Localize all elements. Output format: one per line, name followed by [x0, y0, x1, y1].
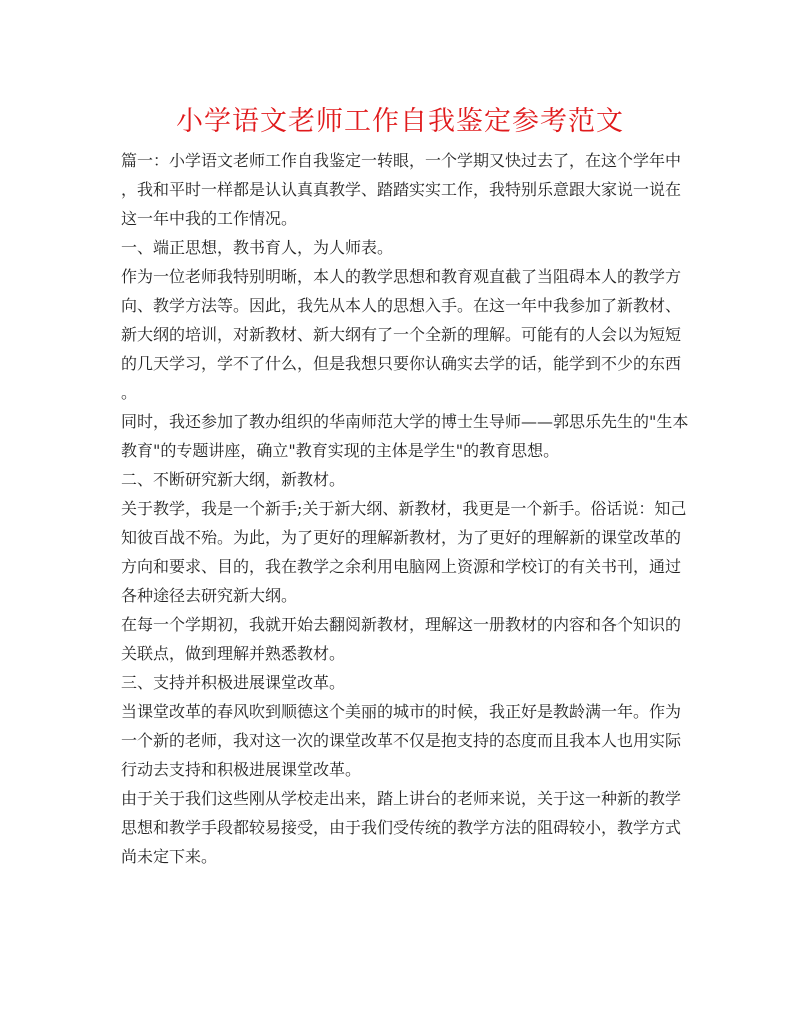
text-line: 行动去支持和积极进展课堂改革。	[121, 760, 362, 779]
text-line: 由于关于我们这些刚从学校走出来，踏上讲台的老师来说，关于这一种新的教学	[121, 789, 682, 808]
document-body	[121, 146, 689, 871]
text-line: 方向和要求、目的，我在教学之余利用电脑网上资源和学校订的有关书刊，通过	[121, 557, 682, 576]
text-line: 知彼百战不殆。为此，为了更好的理解新教材，为了更好的理解新的课堂改革的	[121, 528, 682, 547]
text-line: ，我和平时一样都是认认真真教学、踏踏实实工作，我特别乐意跟大家说一说在	[121, 180, 682, 199]
text-line: 关联点，做到理解并熟悉教材。	[121, 644, 346, 663]
text-line: 关于教学，我是一个新手;关于新大纲、新教材，我更是一个新手。俗话说：知己	[121, 499, 687, 518]
text-line: 当课堂改革的春风吹到顺德这个美丽的城市的时候，我正好是教龄满一年。作为	[121, 702, 682, 721]
text-line: 同时，我还参加了教办组织的华南师范大学的博士生导师——郭思乐先生的"生本	[121, 412, 689, 431]
section-heading: 一、端正思想，教书育人，为人师表。	[121, 238, 394, 257]
text-line: 教育"的专题讲座，确立"教育实现的主体是学生"的教育思想。	[121, 441, 560, 460]
text-line: 在每一个学期初，我就开始去翻阅新教材，理解这一册教材的内容和各个知识的	[121, 615, 682, 634]
section-heading: 二、不断研究新大纲，新教材。	[121, 470, 346, 489]
text-line: 一个新的老师，我对这一次的课堂改革不仅是抱支持的态度而且我本人也用实际	[121, 731, 682, 750]
text-line: 这一年中我的工作情况。	[121, 209, 298, 228]
text-line: 。	[121, 383, 138, 402]
text-line: 篇一：小学语文老师工作自我鉴定一转眼，一个学期又快过去了，在这个学年中	[121, 151, 682, 170]
text-line: 尚未定下来。	[121, 847, 218, 866]
text-line: 新大纲的培训，对新教材、新大纲有了一个全新的理解。可能有的人会以为短短	[121, 325, 682, 344]
section-heading: 三、支持并积极进展课堂改革。	[121, 673, 346, 692]
text-line: 作为一位老师我特别明晰，本人的教学思想和教育观直截了当阻碍本人的教学方	[121, 267, 682, 286]
text-line: 各种途径去研究新大纲。	[121, 586, 298, 605]
text-line: 向、教学方法等。因此，我先从本人的思想入手。在这一年中我参加了新教材、	[121, 296, 682, 315]
text-line: 的几天学习，学不了什么，但是我想只要你认确实去学的话，能学到不少的东西	[121, 354, 682, 373]
text-line: 思想和教学手段都较易接受，由于我们受传统的教学方法的阻碍较小，教学方式	[121, 818, 682, 837]
document-title: 小学语文老师工作自我鉴定参考范文	[176, 106, 624, 137]
